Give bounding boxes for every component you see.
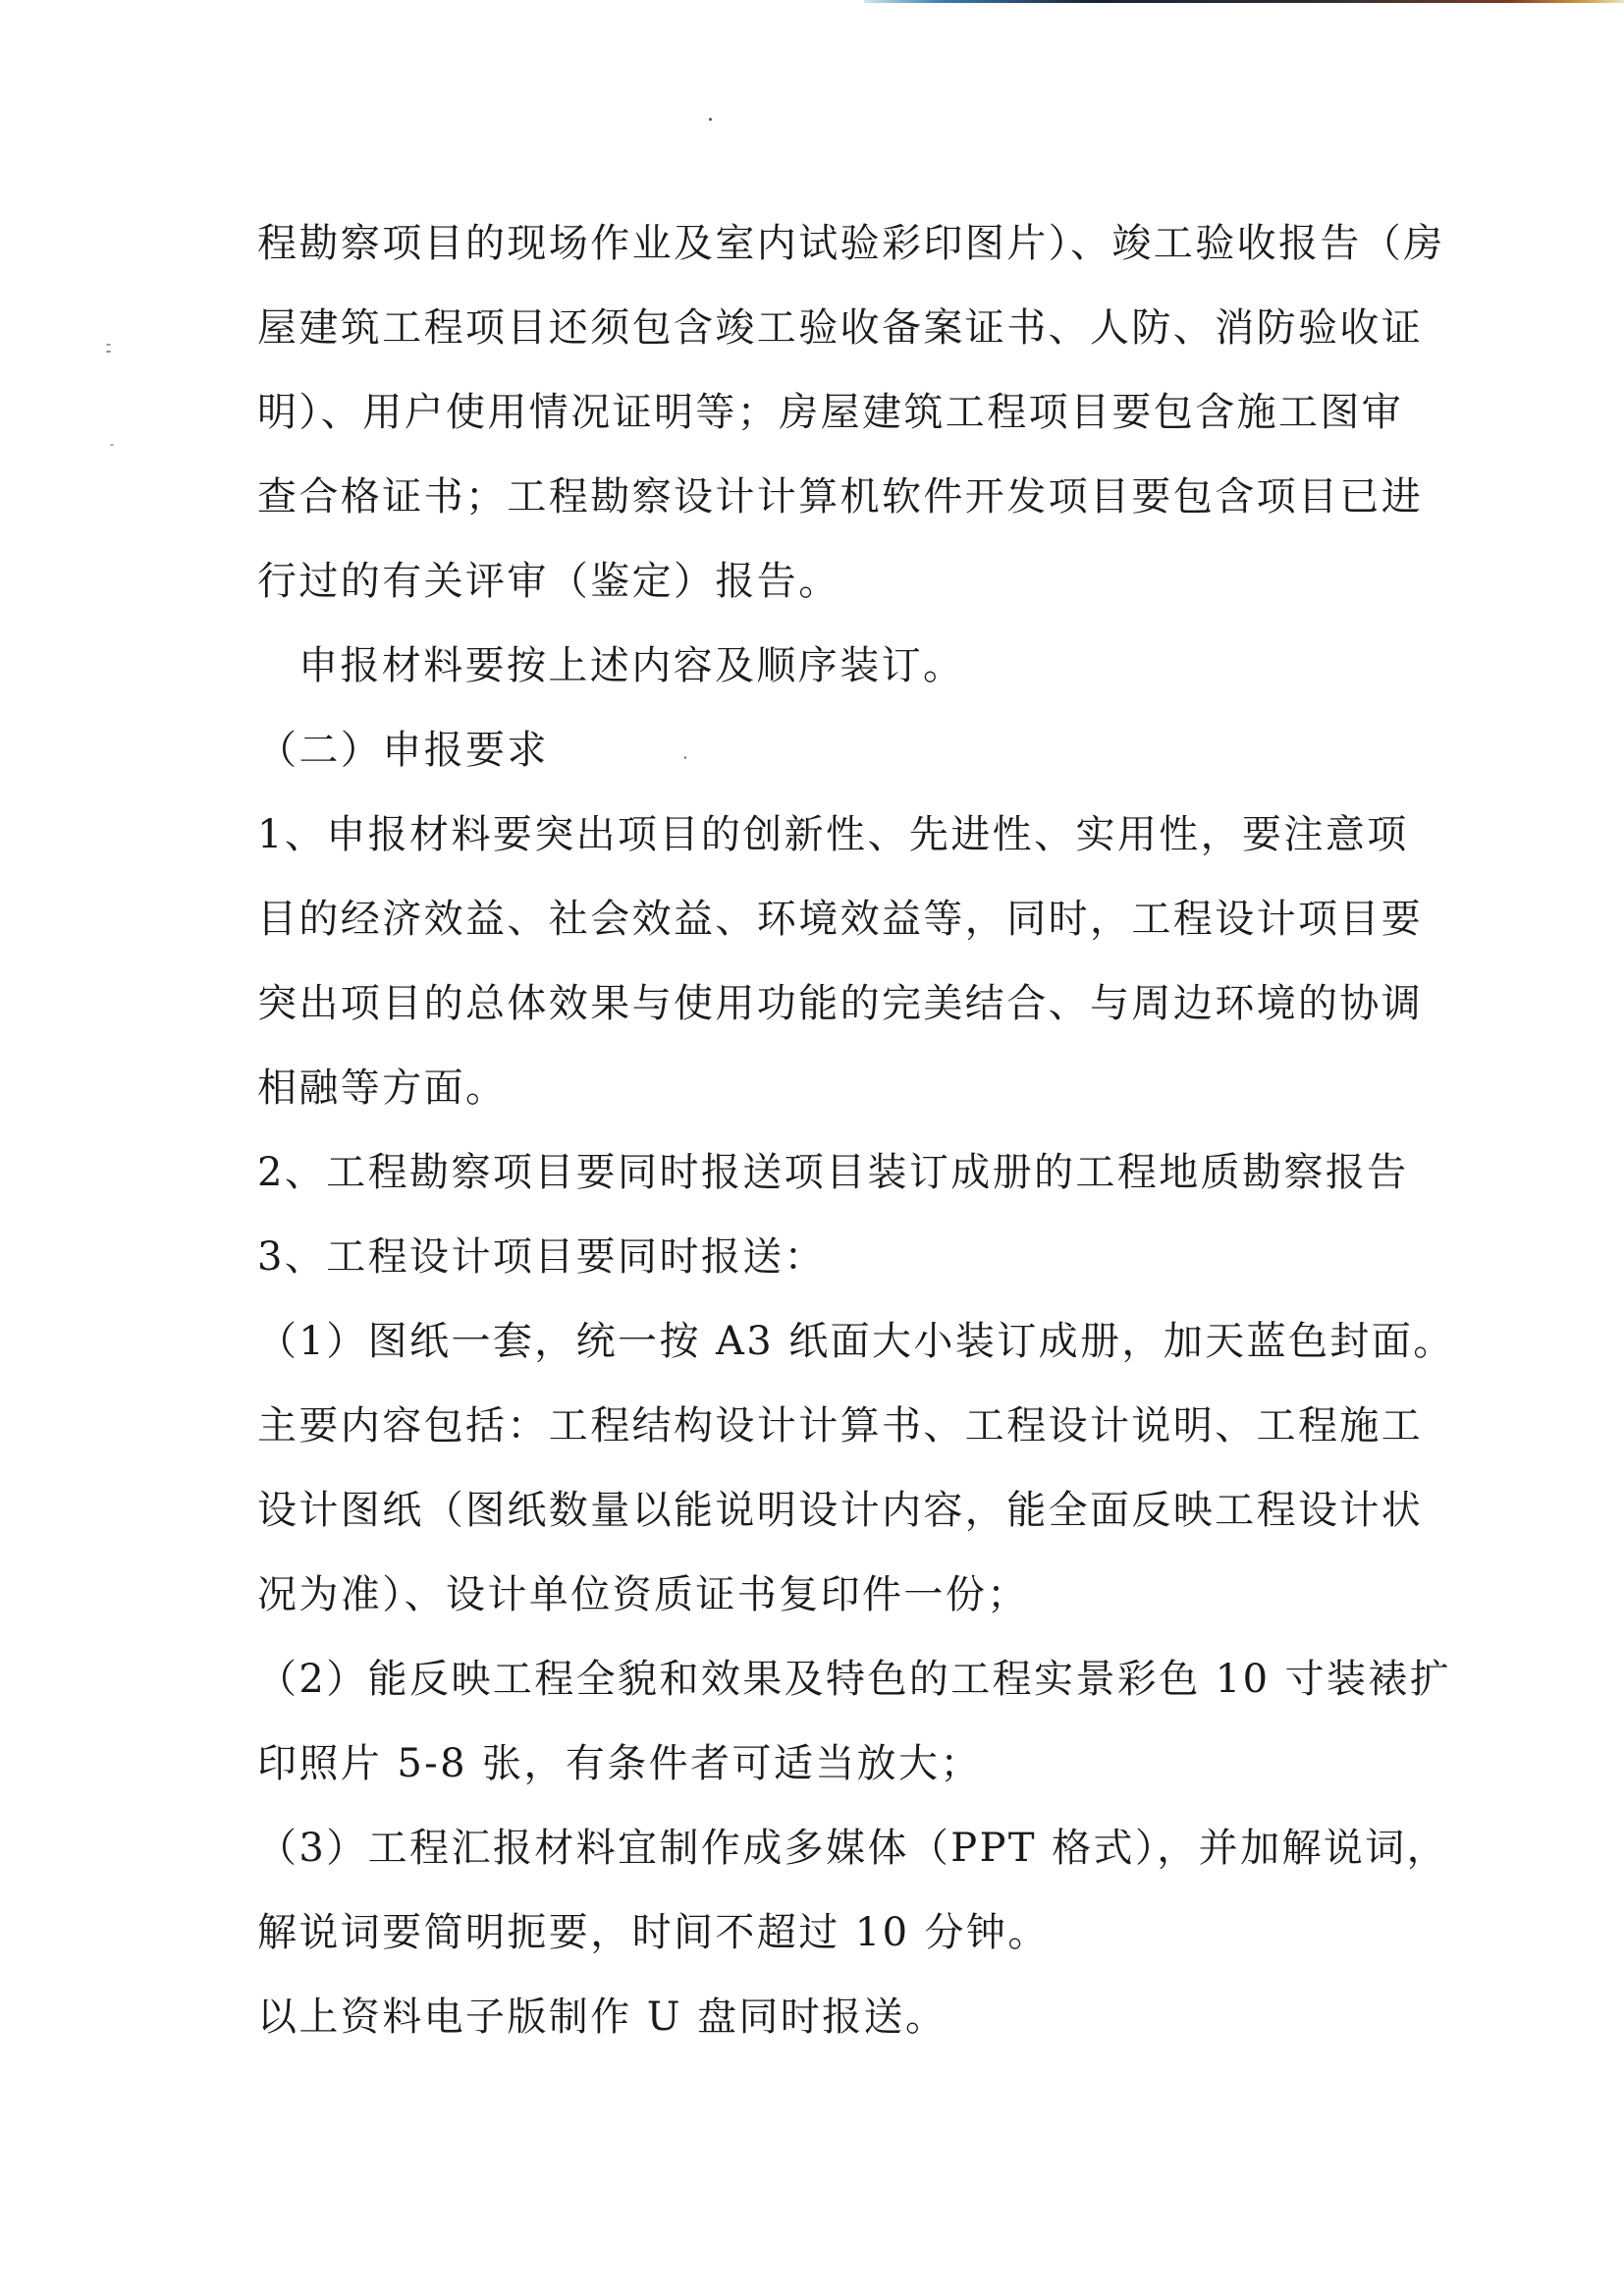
binding-order-note: 申报材料要按上述内容及顺序装订。 xyxy=(298,643,965,688)
paragraph-line: 行过的有关评审（鉴定）报告。 xyxy=(257,559,840,604)
sub-item-2: （2）能反映工程全貌和效果及特色的工程实景彩色 10 寸装裱扩 xyxy=(257,1657,1452,1702)
sub-item-3: （3）工程汇报材料宜制作成多媒体（PPT 格式），并加解说词， xyxy=(257,1826,1449,1871)
scan-speck xyxy=(106,344,111,346)
paragraph-line: 解说词要简明扼要，时间不超过 10 分钟。 xyxy=(257,1910,1050,1955)
paragraph-line: 主要内容包括：工程结构设计计算书、工程设计说明、工程施工 xyxy=(257,1403,1424,1449)
scan-speck xyxy=(106,351,111,353)
paragraph-line: 明）、用户使用情况证明等；房屋建筑工程项目要包含施工图审 xyxy=(257,390,1404,435)
section-heading: （二）申报要求 xyxy=(257,728,549,773)
requirement-item-2: 2、工程勘察项目要同时报送项目装订成册的工程地质勘察报告 xyxy=(257,1150,1409,1195)
requirement-item-1: 1、申报材料要突出项目的创新性、先进性、实用性，要注意项 xyxy=(257,812,1409,857)
paragraph-line: 设计图纸（图纸数量以能说明设计内容，能全面反映工程设计状 xyxy=(257,1488,1424,1533)
scan-speck xyxy=(110,444,114,446)
paragraph-line: 程勘察项目的现场作业及室内试验彩印图片）、竣工验收报告（房 xyxy=(257,221,1445,266)
scan-speck xyxy=(709,118,712,121)
paragraph-line: 查合格证书；工程勘察设计计算机软件开发项目要包含项目已进 xyxy=(257,474,1424,519)
closing-note: 以上资料电子版制作 U 盘同时报送。 xyxy=(257,1995,947,2040)
paragraph-line: 相融等方面。 xyxy=(257,1066,508,1111)
paragraph-line: 屋建筑工程项目还须包含竣工验收备案证书、人防、消防验收证 xyxy=(257,305,1424,351)
paragraph-line: 突出项目的总体效果与使用功能的完美结合、与周边环境的协调 xyxy=(257,981,1424,1026)
paragraph-line: 目的经济效益、社会效益、环境效益等，同时，工程设计项目要 xyxy=(257,897,1424,942)
scan-edge-artifact xyxy=(864,0,1624,3)
paragraph-line: 况为准）、设计单位资质证书复印件一份； xyxy=(257,1572,1029,1617)
paragraph-line: 印照片 5-8 张，有条件者可适当放大； xyxy=(257,1741,982,1786)
sub-item-1: （1）图纸一套，统一按 A3 纸面大小装订成册，加天蓝色封面。 xyxy=(257,1319,1455,1364)
document-page xyxy=(257,214,1455,2072)
requirement-item-3: 3、工程设计项目要同时报送： xyxy=(257,1234,827,1280)
